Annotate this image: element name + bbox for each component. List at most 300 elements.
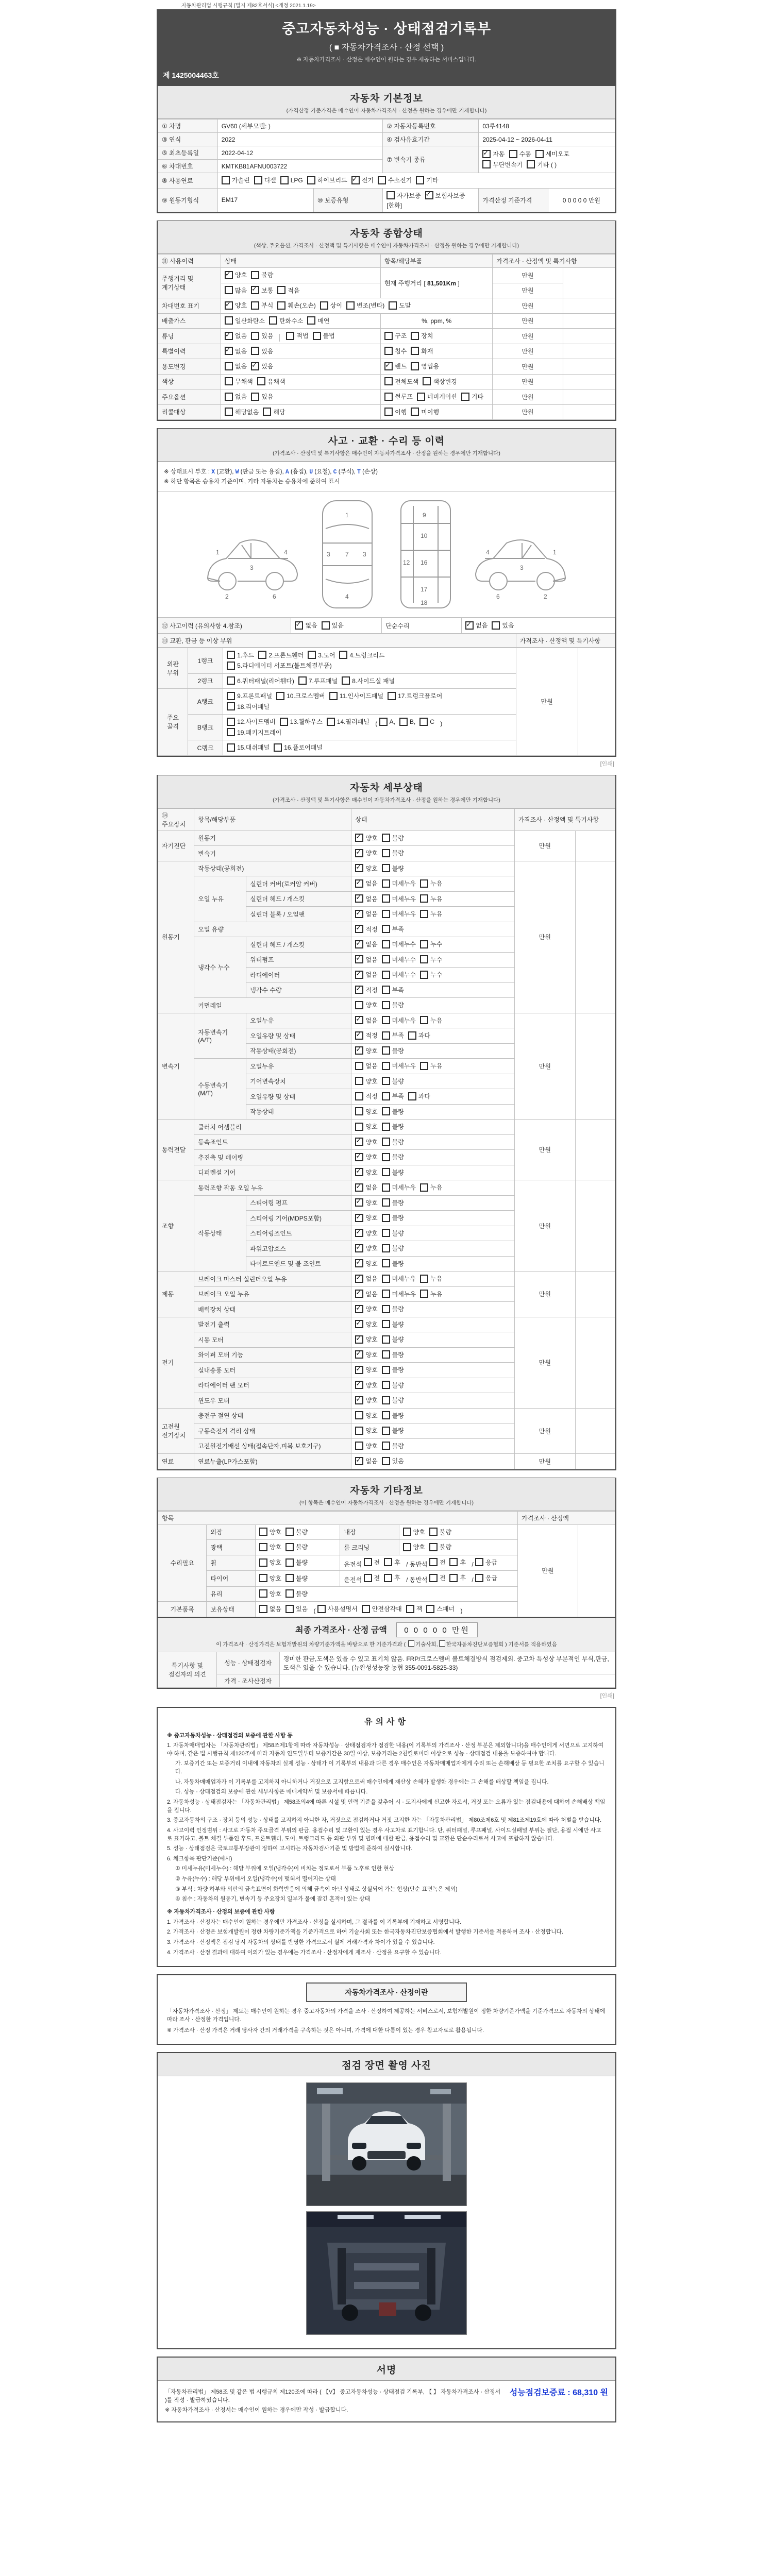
checkbox[interactable]: [355, 1031, 363, 1040]
checkbox[interactable]: [329, 692, 338, 700]
checkbox-option[interactable]: [225, 377, 253, 386]
checkbox[interactable]: [382, 1381, 390, 1389]
checkbox-option[interactable]: [259, 1528, 281, 1536]
checkbox-option[interactable]: [429, 1543, 451, 1551]
checkbox-option[interactable]: [411, 362, 439, 370]
checkbox[interactable]: [429, 1574, 438, 1582]
checkbox[interactable]: [225, 393, 233, 401]
checkbox-option[interactable]: [382, 1061, 416, 1070]
checkbox-option[interactable]: [419, 718, 434, 726]
checkbox-option[interactable]: [355, 940, 377, 948]
checkbox[interactable]: [285, 1528, 294, 1536]
checkbox[interactable]: [307, 316, 315, 325]
checkbox-option[interactable]: [355, 986, 377, 994]
checkbox[interactable]: [259, 1528, 267, 1536]
checkbox[interactable]: [355, 1275, 363, 1283]
checkbox[interactable]: [482, 150, 491, 158]
checkbox[interactable]: [382, 1123, 390, 1131]
checkbox[interactable]: [535, 150, 544, 158]
checkbox[interactable]: [225, 286, 233, 294]
checkbox-option[interactable]: [382, 894, 416, 903]
checkbox[interactable]: [225, 301, 233, 310]
checkbox[interactable]: [399, 718, 408, 726]
checkbox[interactable]: [382, 1198, 390, 1207]
checkbox-option[interactable]: [420, 1183, 442, 1192]
checkbox-option[interactable]: [382, 1122, 404, 1131]
checkbox[interactable]: [411, 332, 419, 340]
checkbox[interactable]: [382, 834, 390, 842]
checkbox-option[interactable]: [382, 879, 416, 888]
checkbox[interactable]: [355, 1123, 363, 1131]
checkbox-option[interactable]: [355, 1077, 377, 1086]
checkbox[interactable]: [475, 1558, 483, 1566]
checkbox-option[interactable]: [259, 1574, 281, 1583]
checkbox[interactable]: [355, 1092, 363, 1100]
checkbox-option[interactable]: [382, 1092, 404, 1100]
checkbox[interactable]: [465, 621, 474, 630]
checkbox-option[interactable]: [382, 849, 404, 857]
checkbox-option[interactable]: [382, 834, 404, 842]
checkbox-option[interactable]: [399, 718, 415, 726]
checkbox-option[interactable]: [416, 176, 438, 184]
checkbox-option[interactable]: [355, 864, 377, 873]
checkbox[interactable]: [475, 1574, 483, 1582]
checkbox[interactable]: [355, 955, 363, 963]
checkbox[interactable]: [429, 1528, 438, 1536]
checkbox[interactable]: [378, 176, 386, 184]
checkbox-option[interactable]: [342, 676, 395, 685]
checkbox[interactable]: [355, 1259, 363, 1267]
checkbox-option[interactable]: [382, 1350, 404, 1359]
checkbox[interactable]: [355, 1427, 363, 1435]
checkbox[interactable]: [355, 1077, 363, 1085]
checkbox[interactable]: [251, 301, 259, 310]
checkbox[interactable]: [382, 1427, 390, 1435]
checkbox[interactable]: [355, 1229, 363, 1237]
checkbox[interactable]: [420, 955, 428, 963]
checkbox-option[interactable]: [449, 1558, 466, 1567]
checkbox[interactable]: [382, 1396, 390, 1404]
checkbox[interactable]: [258, 651, 266, 659]
checkbox-option[interactable]: [251, 286, 273, 295]
checkbox-option[interactable]: [382, 925, 404, 934]
checkbox[interactable]: [222, 176, 230, 184]
checkbox-option[interactable]: [355, 1290, 377, 1298]
checkbox[interactable]: [355, 1290, 363, 1298]
checkbox[interactable]: [259, 1543, 267, 1551]
checkbox[interactable]: [285, 1605, 294, 1613]
checkbox-option[interactable]: [461, 392, 483, 401]
checkbox[interactable]: [251, 362, 259, 370]
checkbox-option[interactable]: [379, 718, 395, 726]
checkbox-option[interactable]: [429, 1528, 451, 1536]
checkbox-option[interactable]: [426, 1604, 455, 1613]
checkbox[interactable]: [416, 176, 424, 184]
checkbox[interactable]: [408, 1092, 416, 1100]
checkbox[interactable]: [355, 1381, 363, 1389]
checkbox-option[interactable]: [227, 676, 294, 685]
checkbox-option[interactable]: [274, 743, 323, 752]
checkbox[interactable]: [382, 1092, 390, 1100]
checkbox-option[interactable]: [429, 1558, 446, 1567]
checkbox[interactable]: [355, 1198, 363, 1207]
checkbox-option[interactable]: [355, 1107, 377, 1116]
checkbox[interactable]: [355, 1016, 363, 1024]
checkbox[interactable]: [382, 1138, 390, 1146]
checkbox[interactable]: [322, 621, 330, 630]
checkbox-option[interactable]: [355, 1229, 377, 1238]
checkbox-option[interactable]: [492, 621, 514, 630]
checkbox-option[interactable]: [382, 1304, 404, 1313]
checkbox-option[interactable]: [317, 1604, 358, 1613]
checkbox[interactable]: [295, 621, 303, 630]
checkbox[interactable]: [382, 1305, 390, 1313]
checkbox[interactable]: [342, 676, 350, 685]
checkbox-option[interactable]: [388, 691, 442, 700]
checkbox-option[interactable]: [254, 176, 276, 184]
checkbox-option[interactable]: [382, 1138, 404, 1146]
checkbox-option[interactable]: [382, 1077, 404, 1086]
checkbox[interactable]: [384, 332, 393, 340]
checkbox[interactable]: [355, 1244, 363, 1252]
checkbox[interactable]: [482, 160, 491, 168]
print-link[interactable]: [인쇄]: [600, 1692, 614, 1699]
checkbox-option[interactable]: [355, 1031, 377, 1040]
checkbox[interactable]: [259, 1589, 267, 1598]
checkbox[interactable]: [269, 316, 277, 325]
checkbox-option[interactable]: [225, 331, 247, 340]
checkbox-option[interactable]: [411, 347, 433, 355]
checkbox[interactable]: [382, 1062, 390, 1070]
checkbox[interactable]: [355, 971, 363, 979]
checkbox-option[interactable]: [382, 940, 416, 948]
checkbox-option[interactable]: [362, 1604, 402, 1613]
checkbox[interactable]: [426, 1605, 434, 1613]
checkbox-option[interactable]: [386, 191, 421, 200]
checkbox-option[interactable]: [355, 1442, 377, 1450]
checkbox[interactable]: [355, 986, 363, 994]
checkbox-option[interactable]: [227, 651, 254, 659]
checkbox-option[interactable]: [263, 408, 285, 416]
checkbox[interactable]: [355, 864, 363, 872]
checkbox-option[interactable]: [251, 347, 273, 355]
checkbox[interactable]: [384, 362, 393, 370]
checkbox-option[interactable]: [295, 621, 317, 630]
checkbox-option[interactable]: [382, 1198, 404, 1207]
checkbox[interactable]: [382, 955, 390, 963]
checkbox[interactable]: [254, 176, 262, 184]
checkbox-option[interactable]: [408, 1092, 430, 1100]
checkbox-option[interactable]: [475, 1573, 497, 1582]
checkbox[interactable]: [420, 1275, 428, 1283]
checkbox[interactable]: [259, 1558, 267, 1567]
checkbox-option[interactable]: [384, 392, 413, 401]
checkbox-option[interactable]: [355, 1456, 377, 1465]
checkbox[interactable]: [425, 191, 433, 199]
checkbox[interactable]: [417, 393, 425, 401]
checkbox-option[interactable]: [382, 909, 416, 918]
checkbox-option[interactable]: [355, 1259, 377, 1268]
checkbox-option[interactable]: [308, 651, 335, 659]
checkbox-option[interactable]: [225, 392, 247, 401]
checkbox-option[interactable]: [285, 1543, 308, 1551]
checkbox[interactable]: [225, 271, 233, 279]
checkbox[interactable]: [225, 408, 233, 416]
checkbox-option[interactable]: [227, 661, 332, 670]
checkbox[interactable]: [403, 1543, 411, 1551]
checkbox[interactable]: [382, 910, 390, 918]
checkbox-option[interactable]: [384, 1558, 400, 1567]
checkbox-option[interactable]: [420, 1274, 442, 1283]
checkbox[interactable]: [285, 1558, 294, 1567]
checkbox[interactable]: [364, 1558, 372, 1566]
checkbox-option[interactable]: [222, 176, 250, 184]
checkbox[interactable]: [382, 849, 390, 857]
checkbox[interactable]: [276, 692, 284, 700]
checkbox-option[interactable]: [355, 1016, 377, 1025]
checkbox-option[interactable]: [355, 1213, 377, 1222]
checkbox-option[interactable]: [251, 392, 273, 401]
checkbox[interactable]: [382, 1442, 390, 1450]
checkbox-option[interactable]: [364, 1573, 380, 1582]
checkbox-option[interactable]: [384, 362, 407, 370]
checkbox[interactable]: [280, 718, 288, 726]
checkbox-option[interactable]: [384, 1573, 400, 1582]
checkbox-option[interactable]: [313, 331, 335, 340]
checkbox[interactable]: [420, 940, 428, 948]
checkbox[interactable]: [251, 271, 259, 279]
checkbox-option[interactable]: [384, 377, 418, 386]
checkbox-option[interactable]: [259, 1543, 281, 1551]
checkbox-option[interactable]: [355, 1001, 377, 1009]
checkbox[interactable]: [227, 728, 235, 736]
checkbox[interactable]: [382, 1046, 390, 1055]
checkbox-option[interactable]: [420, 970, 442, 979]
checkbox-option[interactable]: [425, 191, 465, 200]
checkbox-option[interactable]: [355, 1092, 377, 1100]
checkbox[interactable]: [382, 986, 390, 994]
checkbox-option[interactable]: [465, 621, 488, 630]
checkbox-option[interactable]: [259, 1589, 281, 1598]
checkbox[interactable]: [408, 1640, 414, 1647]
checkbox[interactable]: [225, 362, 233, 370]
checkbox[interactable]: [382, 1411, 390, 1419]
checkbox-option[interactable]: [382, 1229, 404, 1238]
checkbox[interactable]: [403, 1528, 411, 1536]
checkbox[interactable]: [355, 910, 363, 918]
checkbox-option[interactable]: [420, 1290, 442, 1298]
checkbox-option[interactable]: [355, 955, 377, 964]
checkbox[interactable]: [382, 879, 390, 888]
checkbox[interactable]: [384, 377, 393, 385]
checkbox-option[interactable]: [355, 1335, 377, 1344]
checkbox-option[interactable]: [355, 909, 377, 918]
checkbox-option[interactable]: [227, 691, 272, 700]
checkbox[interactable]: [251, 347, 259, 355]
checkbox-option[interactable]: [355, 1244, 377, 1252]
checkbox[interactable]: [382, 971, 390, 979]
checkbox[interactable]: [527, 160, 535, 168]
checkbox[interactable]: [386, 191, 395, 199]
checkbox-option[interactable]: [403, 1543, 425, 1551]
checkbox-option[interactable]: [382, 1259, 404, 1268]
checkbox-option[interactable]: [355, 1381, 377, 1389]
checkbox[interactable]: [382, 1275, 390, 1283]
checkbox-option[interactable]: [355, 1198, 377, 1207]
checkbox-option[interactable]: [346, 301, 384, 310]
checkbox[interactable]: [277, 301, 285, 310]
checkbox-option[interactable]: [355, 925, 377, 934]
checkbox-option[interactable]: [251, 362, 273, 370]
checkbox-option[interactable]: [327, 717, 369, 726]
checkbox-option[interactable]: [225, 362, 247, 370]
checkbox-option[interactable]: [329, 691, 383, 700]
checkbox-option[interactable]: [406, 1604, 423, 1613]
checkbox-option[interactable]: [382, 986, 404, 994]
checkbox[interactable]: [439, 1640, 445, 1647]
checkbox-option[interactable]: [355, 1046, 377, 1055]
checkbox[interactable]: [382, 940, 390, 948]
checkbox-option[interactable]: [382, 1335, 404, 1344]
checkbox[interactable]: [411, 362, 419, 370]
checkbox-option[interactable]: [227, 702, 270, 711]
checkbox-option[interactable]: [420, 1061, 442, 1070]
checkbox-option[interactable]: [227, 728, 281, 737]
checkbox-option[interactable]: [382, 1290, 416, 1298]
checkbox[interactable]: [388, 692, 396, 700]
checkbox[interactable]: [259, 1605, 267, 1613]
checkbox-option[interactable]: [527, 160, 557, 169]
checkbox-option[interactable]: [277, 286, 299, 295]
checkbox-option[interactable]: [322, 621, 344, 630]
checkbox-option[interactable]: [280, 176, 303, 184]
checkbox[interactable]: [313, 332, 321, 340]
checkbox[interactable]: [382, 1457, 390, 1465]
checkbox-option[interactable]: [382, 1320, 404, 1329]
checkbox[interactable]: [420, 910, 428, 918]
checkbox[interactable]: [382, 1259, 390, 1267]
checkbox-option[interactable]: [382, 1274, 416, 1283]
checkbox-option[interactable]: [307, 176, 347, 184]
checkbox[interactable]: [355, 849, 363, 857]
checkbox-option[interactable]: [423, 377, 457, 386]
checkbox-option[interactable]: [403, 1528, 425, 1536]
checkbox-option[interactable]: [355, 1426, 377, 1435]
checkbox[interactable]: [384, 1558, 392, 1566]
checkbox-option[interactable]: [286, 331, 308, 340]
checkbox-option[interactable]: [225, 270, 247, 279]
checkbox[interactable]: [251, 393, 259, 401]
checkbox-option[interactable]: [251, 301, 273, 310]
checkbox-option[interactable]: [420, 879, 442, 888]
checkbox[interactable]: [406, 1605, 414, 1613]
checkbox[interactable]: [263, 408, 271, 416]
checkbox[interactable]: [382, 1183, 390, 1192]
checkbox[interactable]: [411, 347, 419, 355]
checkbox-option[interactable]: [355, 970, 377, 979]
checkbox-option[interactable]: [382, 1381, 404, 1389]
checkbox[interactable]: [420, 1183, 428, 1192]
checkbox[interactable]: [339, 651, 347, 659]
print-link[interactable]: [인쇄]: [600, 760, 614, 767]
checkbox-option[interactable]: [225, 286, 247, 295]
checkbox[interactable]: [384, 408, 393, 416]
checkbox[interactable]: [355, 1214, 363, 1222]
checkbox[interactable]: [420, 894, 428, 903]
checkbox-option[interactable]: [482, 149, 505, 158]
checkbox[interactable]: [355, 834, 363, 842]
checkbox[interactable]: [382, 1290, 390, 1298]
checkbox[interactable]: [355, 1062, 363, 1070]
checkbox[interactable]: [382, 1107, 390, 1115]
checkbox[interactable]: [227, 743, 235, 752]
checkbox-option[interactable]: [355, 1153, 377, 1161]
checkbox[interactable]: [227, 662, 235, 670]
checkbox[interactable]: [251, 332, 259, 340]
checkbox-option[interactable]: [411, 331, 433, 340]
checkbox-option[interactable]: [225, 301, 247, 310]
checkbox-option[interactable]: [420, 1016, 442, 1025]
checkbox[interactable]: [355, 1457, 363, 1465]
checkbox[interactable]: [320, 301, 328, 310]
checkbox-option[interactable]: [251, 331, 273, 340]
checkbox-option[interactable]: [382, 1411, 404, 1420]
checkbox-option[interactable]: [285, 1604, 308, 1613]
checkbox[interactable]: [509, 150, 517, 158]
checkbox[interactable]: [384, 1574, 392, 1582]
checkbox-option[interactable]: [382, 970, 416, 979]
checkbox[interactable]: [227, 676, 235, 685]
checkbox-option[interactable]: [382, 1016, 416, 1025]
checkbox[interactable]: [298, 676, 307, 685]
checkbox[interactable]: [308, 651, 316, 659]
checkbox-option[interactable]: [339, 651, 384, 659]
checkbox[interactable]: [355, 1305, 363, 1313]
checkbox-option[interactable]: [382, 1046, 404, 1055]
checkbox-option[interactable]: [384, 331, 407, 340]
checkbox[interactable]: [420, 971, 428, 979]
checkbox-option[interactable]: [355, 1411, 377, 1420]
checkbox[interactable]: [251, 286, 259, 294]
checkbox-option[interactable]: [355, 834, 377, 842]
checkbox-option[interactable]: [355, 1122, 377, 1131]
checkbox-option[interactable]: [259, 1558, 281, 1567]
checkbox-option[interactable]: [382, 1456, 404, 1465]
checkbox-option[interactable]: [277, 301, 315, 310]
checkbox[interactable]: [225, 332, 233, 340]
checkbox[interactable]: [225, 347, 233, 355]
checkbox[interactable]: [382, 894, 390, 903]
checkbox[interactable]: [355, 1320, 363, 1328]
checkbox-option[interactable]: [225, 408, 259, 416]
checkbox[interactable]: [227, 692, 235, 700]
checkbox[interactable]: [420, 879, 428, 888]
checkbox-option[interactable]: [382, 1153, 404, 1161]
checkbox[interactable]: [382, 1320, 390, 1328]
checkbox[interactable]: [355, 940, 363, 948]
checkbox[interactable]: [355, 1366, 363, 1374]
checkbox[interactable]: [419, 718, 428, 726]
checkbox-option[interactable]: [382, 1213, 404, 1222]
checkbox[interactable]: [285, 1543, 294, 1551]
checkbox-option[interactable]: [509, 149, 531, 158]
checkbox[interactable]: [225, 377, 233, 385]
checkbox[interactable]: [382, 864, 390, 872]
checkbox-option[interactable]: [258, 651, 304, 659]
checkbox[interactable]: [382, 1244, 390, 1252]
checkbox-option[interactable]: [225, 347, 247, 355]
checkbox[interactable]: [429, 1558, 438, 1566]
